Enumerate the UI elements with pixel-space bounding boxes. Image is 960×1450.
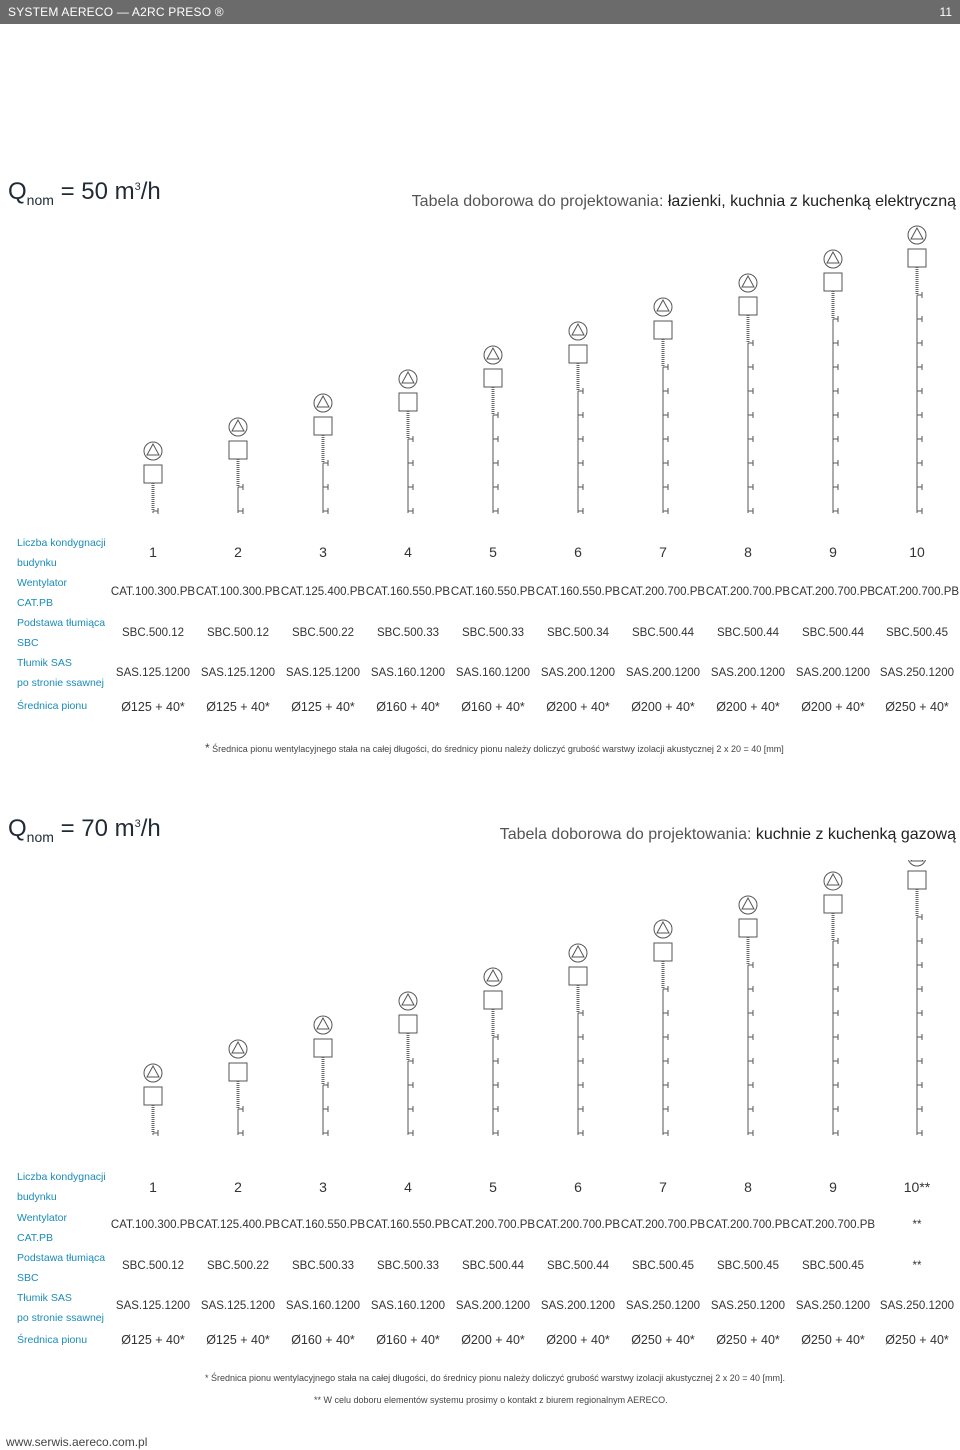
floor-branch: [578, 1106, 583, 1112]
fan-model-cell: CAT.160.550.PB: [365, 586, 451, 598]
floor-branch: [663, 484, 668, 490]
riser-diameter-cell: Ø250 + 40*: [801, 1333, 865, 1347]
floor-branch: [153, 1130, 158, 1136]
riser-diameter-cell: Ø160 + 40*: [461, 700, 525, 714]
row-label-silencer: Tłumik SAS po stronie ssawnej: [17, 657, 104, 689]
silencer-model-cell: SAS.200.1200: [540, 667, 616, 679]
riser-diameter-cell: Ø200 + 40*: [801, 700, 865, 714]
floor-branch: [578, 460, 583, 466]
row-label-diameter: Średnica pionu: [17, 1334, 88, 1346]
floor-branch: [833, 388, 838, 394]
riser-stack: [654, 298, 672, 514]
base-box-icon: [484, 369, 502, 387]
silencer-model-cell: SAS.160.1200: [285, 1300, 361, 1312]
floor-branch: [917, 914, 922, 920]
floor-branch: [493, 1034, 498, 1040]
fan-model-cell: CAT.100.300.PB: [195, 586, 281, 598]
floor-branch: [663, 986, 668, 992]
floor-branch: [917, 508, 922, 514]
floor-branch: [748, 1034, 753, 1040]
qnom-heading: $Q_{nom} = 50$ $m^3/h$: [8, 178, 161, 208]
row-label-base: Podstawa tłumiąca SBC: [17, 1252, 106, 1284]
riser-stack: [144, 1064, 162, 1136]
base-box-icon: [314, 1039, 332, 1057]
base-box-icon: [908, 249, 926, 267]
page-number: 11: [939, 5, 952, 19]
floor-branch: [323, 1106, 328, 1112]
base-model-cell: SBC.500.44: [801, 627, 864, 639]
floor-branch: [323, 460, 328, 466]
fan-model-cell: CAT.125.400.PB: [280, 586, 366, 598]
floor-branch: [493, 436, 498, 442]
floor-count-cell: 9: [829, 544, 837, 560]
floor-branch: [663, 1034, 668, 1040]
qnom-heading: $Q_{nom} = 70$ $m^3/h$: [8, 815, 161, 845]
floor-count-cell: 8: [744, 1179, 752, 1195]
base-model-cell: SBC.500.44: [461, 1260, 524, 1272]
floor-branch: [323, 1130, 328, 1136]
floor-branch: [748, 508, 753, 514]
floor-branch: [578, 1130, 583, 1136]
floor-branch: [748, 484, 753, 490]
floor-branch: [408, 460, 413, 466]
floor-branch: [408, 436, 413, 442]
base-box-icon: [654, 321, 672, 339]
floor-count-cell: 5: [489, 1179, 497, 1195]
base-model-cell: SBC.500.12: [121, 1260, 184, 1272]
base-model-cell: SBC.500.12: [121, 627, 184, 639]
floor-branch: [578, 1058, 583, 1064]
fan-model-cell: CAT.160.550.PB: [450, 586, 536, 598]
base-model-cell: SBC.500.44: [716, 627, 779, 639]
floor-branch: [917, 484, 922, 490]
base-model-cell: SBC.500.22: [206, 1260, 269, 1272]
floor-branch: [748, 412, 753, 418]
base-model-cell: SBC.500.45: [801, 1260, 864, 1272]
floor-branch: [833, 484, 838, 490]
floor-branch: [493, 412, 498, 418]
footnote: ** W celu doboru elementów systemu prosimy o kontakt z biurem regionalnym AERECO.: [314, 1395, 668, 1405]
floor-branch: [833, 460, 838, 466]
fan-model-cell: CAT.200.700.PB: [790, 586, 876, 598]
base-box-icon: [399, 1015, 417, 1033]
floor-branch: [917, 1130, 922, 1136]
floor-branch: [833, 508, 838, 514]
floor-branch: [578, 1034, 583, 1040]
floor-count-cell: 9: [829, 1179, 837, 1195]
floor-branch: [748, 340, 753, 346]
floor-branch: [493, 1082, 498, 1088]
floor-branch: [917, 962, 922, 968]
silencer-model-cell: SAS.125.1200: [200, 667, 276, 679]
fan-triangle-icon: [827, 874, 839, 885]
base-model-cell: SBC.500.44: [546, 1260, 609, 1272]
floor-branch: [748, 986, 753, 992]
floor-count-cell: 2: [234, 544, 242, 560]
riser-stack: [229, 1040, 247, 1136]
fan-triangle-icon: [657, 922, 669, 933]
floor-branch: [833, 436, 838, 442]
floor-branch: [578, 1010, 583, 1016]
riser-stack: [144, 442, 162, 514]
base-box-icon: [399, 393, 417, 411]
riser-diameter-cell: Ø160 + 40*: [376, 1333, 440, 1347]
floor-branch: [833, 316, 838, 322]
base-box-icon: [739, 297, 757, 315]
floor-count-cell: 3: [319, 1179, 327, 1195]
floor-count-cell: 10: [909, 544, 925, 560]
row-label-diameter: Średnica pionu: [17, 700, 88, 712]
base-model-cell: SBC.500.12: [206, 627, 269, 639]
floor-branch: [663, 1130, 668, 1136]
silencer-model-cell: SAS.250.1200: [625, 1300, 701, 1312]
floor-count-cell: 7: [659, 1179, 667, 1195]
row-label-floors: Liczba kondygnacji budynku: [17, 1171, 106, 1203]
silencer-model-cell: SAS.125.1200: [200, 1300, 276, 1312]
riser-stack: [739, 274, 757, 514]
silencer-model-cell: SAS.125.1200: [115, 667, 191, 679]
floor-branch: [663, 388, 668, 394]
floor-branch: [748, 388, 753, 394]
floor-branch: [408, 508, 413, 514]
riser-diameter-cell: Ø200 + 40*: [461, 1333, 525, 1347]
floor-branch: [833, 1010, 838, 1016]
floor-branch: [408, 1106, 413, 1112]
fan-triangle-icon: [572, 324, 584, 335]
floor-branch: [578, 484, 583, 490]
fan-triangle-icon: [827, 252, 839, 263]
fan-triangle-icon: [317, 1018, 329, 1029]
row-label-floors: Liczba kondygnacji budynku: [17, 537, 106, 569]
floor-branch: [408, 1058, 413, 1064]
row-label-silencer: Tłumik SAS po stronie ssawnej: [17, 1292, 104, 1324]
floor-count-cell: 4: [404, 544, 412, 560]
floor-branch: [663, 1106, 668, 1112]
floor-branch: [833, 1034, 838, 1040]
fan-triangle-icon: [232, 1042, 244, 1053]
base-box-icon: [569, 967, 587, 985]
floor-branch: [663, 508, 668, 514]
floor-branch: [917, 938, 922, 944]
silencer-model-cell: SAS.160.1200: [370, 667, 446, 679]
floor-branch: [748, 1010, 753, 1016]
fan-model-cell: CAT.200.700.PB: [535, 1219, 621, 1231]
floor-branch: [748, 1106, 753, 1112]
floor-branch: [578, 1082, 583, 1088]
floor-branch: [833, 986, 838, 992]
fan-model-cell: CAT.200.700.PB: [705, 1219, 791, 1231]
footer-website: www.serwis.aereco.com.pl: [6, 1435, 148, 1449]
fan-model-cell: CAT.200.700.PB: [874, 586, 960, 598]
base-model-cell: SBC.500.33: [461, 627, 524, 639]
base-model-cell: SBC.500.33: [376, 1260, 439, 1272]
base-box-icon: [484, 991, 502, 1009]
floor-count-cell: 6: [574, 1179, 582, 1195]
riser-stack: [824, 872, 842, 1136]
floor-count-cell: 2: [234, 1179, 242, 1195]
riser-diameter-cell: Ø200 + 40*: [631, 700, 695, 714]
riser-stack: [314, 394, 332, 514]
floor-branch: [323, 508, 328, 514]
riser-stack: [908, 226, 926, 514]
fan-model-cell: CAT.100.300.PB: [110, 1219, 196, 1231]
fan-model-cell: CAT.200.700.PB: [705, 586, 791, 598]
fan-triangle-icon: [911, 228, 923, 239]
silencer-model-cell: SAS.125.1200: [285, 667, 361, 679]
floor-branch: [153, 508, 158, 514]
silencer-model-cell: SAS.250.1200: [795, 1300, 871, 1312]
riser-diameter-cell: Ø200 + 40*: [546, 700, 610, 714]
riser-diameter-cell: Ø125 + 40*: [206, 1333, 270, 1347]
floor-branch: [238, 484, 243, 490]
floor-branch: [833, 412, 838, 418]
floor-branch: [578, 388, 583, 394]
silencer-model-cell: SAS.250.1200: [879, 667, 955, 679]
floor-branch: [238, 508, 243, 514]
fan-triangle-icon: [317, 396, 329, 407]
riser-stack: [569, 322, 587, 514]
floor-branch: [917, 1010, 922, 1016]
floor-branch: [917, 316, 922, 322]
floor-branch: [833, 1106, 838, 1112]
row-label-fan: Wentylator CAT.PB: [17, 577, 67, 609]
floor-count-cell: 6: [574, 544, 582, 560]
floor-branch: [663, 1058, 668, 1064]
base-box-icon: [144, 465, 162, 483]
base-model-cell: SBC.500.45: [885, 627, 948, 639]
riser-stack: [569, 944, 587, 1136]
floor-branch: [917, 1082, 922, 1088]
floor-branch: [663, 412, 668, 418]
floor-branch: [238, 1106, 243, 1112]
floor-branch: [578, 412, 583, 418]
floor-branch: [833, 1058, 838, 1064]
fan-triangle-icon: [147, 444, 159, 455]
fan-triangle-icon: [147, 1066, 159, 1077]
fan-triangle-icon: [487, 348, 499, 359]
riser-stack: [908, 860, 926, 1136]
floor-branch: [493, 1130, 498, 1136]
floor-branch: [408, 484, 413, 490]
fan-model-cell: CAT.200.700.PB: [620, 586, 706, 598]
base-model-cell: SBC.500.45: [716, 1260, 779, 1272]
floor-branch: [833, 1130, 838, 1136]
riser-diameter-cell: Ø160 + 40*: [376, 700, 440, 714]
floor-branch: [748, 1130, 753, 1136]
riser-diameter-cell: Ø160 + 40*: [291, 1333, 355, 1347]
silencer-model-cell: SAS.160.1200: [370, 1300, 446, 1312]
footnote: * Średnica pionu wentylacyjnego stała na całej długości, do średnicy pionu należy doliczyć grubość warstwy izolacji akustycznej 2 x 20 = 40 [mm]: [205, 741, 784, 755]
riser-diameter-cell: Ø250 + 40*: [631, 1333, 695, 1347]
floor-branch: [408, 1082, 413, 1088]
fan-triangle-icon: [402, 994, 414, 1005]
table-title: Tabela doborowa do projektowania: łazienki, kuchnia z kuchenką elektryczną: [411, 193, 956, 210]
riser-diagram: [0, 860, 960, 1150]
base-box-icon: [824, 273, 842, 291]
floor-branch: [493, 1058, 498, 1064]
floor-branch: [917, 364, 922, 370]
floor-branch: [833, 340, 838, 346]
riser-stack: [654, 920, 672, 1136]
fan-triangle-icon: [232, 420, 244, 431]
floor-count-cell: 7: [659, 544, 667, 560]
silencer-model-cell: SAS.200.1200: [540, 1300, 616, 1312]
floor-branch: [493, 460, 498, 466]
fan-model-cell: CAT.100.300.PB: [110, 586, 196, 598]
floor-branch: [663, 1010, 668, 1016]
fan-triangle-icon: [742, 276, 754, 287]
row-label-fan: Wentylator CAT.PB: [17, 1212, 67, 1244]
base-box-icon: [654, 943, 672, 961]
fan-model-cell: CAT.160.550.PB: [280, 1219, 366, 1231]
base-model-cell: SBC.500.44: [631, 627, 694, 639]
silencer-model-cell: SAS.200.1200: [710, 667, 786, 679]
riser-diameter-cell: Ø200 + 40*: [716, 700, 780, 714]
riser-diameter-cell: Ø125 + 40*: [206, 700, 270, 714]
floor-count-cell: 1: [149, 544, 157, 560]
floor-branch: [748, 1058, 753, 1064]
riser-stack: [399, 992, 417, 1136]
header-brand: SYSTEM AERECO — A2RC PRESO ®: [8, 5, 224, 19]
fan-model-cell: CAT.160.550.PB: [365, 1219, 451, 1231]
base-model-cell: **: [912, 1260, 922, 1272]
floor-branch: [748, 1082, 753, 1088]
fan-model-cell: CAT.200.700.PB: [450, 1219, 536, 1231]
riser-diameter-cell: Ø125 + 40*: [121, 1333, 185, 1347]
floor-branch: [493, 1106, 498, 1112]
floor-count-cell: 1: [149, 1179, 157, 1195]
riser-diameter-cell: Ø125 + 40*: [291, 700, 355, 714]
silencer-model-cell: SAS.125.1200: [115, 1300, 191, 1312]
floor-branch: [917, 292, 922, 298]
base-box-icon: [314, 417, 332, 435]
base-box-icon: [229, 441, 247, 459]
silencer-model-cell: SAS.160.1200: [455, 667, 531, 679]
riser-stack: [484, 346, 502, 514]
floor-branch: [917, 986, 922, 992]
floor-branch: [748, 460, 753, 466]
fan-triangle-icon: [402, 372, 414, 383]
floor-branch: [917, 436, 922, 442]
floor-branch: [917, 340, 922, 346]
floor-branch: [917, 1106, 922, 1112]
silencer-model-cell: SAS.200.1200: [625, 667, 701, 679]
base-box-icon: [908, 871, 926, 889]
silencer-model-cell: SAS.250.1200: [710, 1300, 786, 1312]
floor-branch: [833, 962, 838, 968]
base-model-cell: SBC.500.33: [376, 627, 439, 639]
floor-branch: [663, 436, 668, 442]
floor-branch: [833, 364, 838, 370]
floor-count-cell: 10**: [903, 1179, 931, 1195]
riser-stack: [739, 896, 757, 1136]
base-box-icon: [144, 1087, 162, 1105]
riser-diameter-cell: Ø250 + 40*: [885, 1333, 949, 1347]
page-header: [0, 0, 960, 24]
riser-stack: [314, 1016, 332, 1136]
fan-model-cell: CAT.200.700.PB: [620, 1219, 706, 1231]
fan-triangle-icon: [911, 860, 923, 861]
floor-branch: [917, 412, 922, 418]
fan-model-cell: CAT.125.400.PB: [195, 1219, 281, 1231]
floor-branch: [748, 364, 753, 370]
floor-branch: [917, 460, 922, 466]
floor-count-cell: 3: [319, 544, 327, 560]
floor-branch: [578, 508, 583, 514]
riser-diagram: [0, 225, 960, 525]
floor-branch: [408, 1130, 413, 1136]
floor-branch: [917, 388, 922, 394]
floor-branch: [663, 1082, 668, 1088]
floor-branch: [323, 1082, 328, 1088]
base-box-icon: [229, 1063, 247, 1081]
riser-stack: [484, 968, 502, 1136]
floor-branch: [493, 484, 498, 490]
riser-diameter-cell: Ø125 + 40*: [121, 700, 185, 714]
floor-branch: [917, 1034, 922, 1040]
base-box-icon: [739, 919, 757, 937]
floor-branch: [578, 436, 583, 442]
riser-diameter-cell: Ø250 + 40*: [885, 700, 949, 714]
floor-branch: [493, 508, 498, 514]
fan-triangle-icon: [572, 946, 584, 957]
floor-branch: [238, 1130, 243, 1136]
base-model-cell: SBC.500.33: [291, 1260, 354, 1272]
riser-stack: [824, 250, 842, 514]
silencer-model-cell: SAS.200.1200: [795, 667, 871, 679]
row-label-base: Podstawa tłumiąca SBC: [17, 617, 106, 649]
floor-count-cell: 4: [404, 1179, 412, 1195]
silencer-model-cell: SAS.250.1200: [879, 1300, 955, 1312]
fan-model-cell: **: [912, 1219, 922, 1231]
fan-triangle-icon: [657, 300, 669, 311]
floor-branch: [663, 364, 668, 370]
floor-branch: [663, 460, 668, 466]
fan-model-cell: CAT.200.700.PB: [790, 1219, 876, 1231]
base-model-cell: SBC.500.22: [291, 627, 354, 639]
floor-count-cell: 5: [489, 544, 497, 560]
base-box-icon: [569, 345, 587, 363]
fan-triangle-icon: [742, 898, 754, 909]
floor-branch: [917, 1058, 922, 1064]
riser-stack: [229, 418, 247, 514]
footnote: * Średnica pionu wentylacyjnego stała na całej długości, do średnicy pionu należy doliczyć grubość warstwy izolacji akustycznej 2 x 20 = 40 [mm].: [205, 1373, 786, 1383]
base-model-cell: SBC.500.45: [631, 1260, 694, 1272]
floor-branch: [748, 436, 753, 442]
fan-model-cell: CAT.160.550.PB: [535, 586, 621, 598]
base-box-icon: [824, 895, 842, 913]
floor-branch: [833, 938, 838, 944]
floor-branch: [748, 962, 753, 968]
base-model-cell: SBC.500.34: [546, 627, 609, 639]
floor-branch: [833, 1082, 838, 1088]
riser-diameter-cell: Ø200 + 40*: [546, 1333, 610, 1347]
riser-diameter-cell: Ø250 + 40*: [716, 1333, 780, 1347]
riser-stack: [399, 370, 417, 514]
table-title: Tabela doborowa do projektowania: kuchnie z kuchenką gazową: [499, 826, 956, 843]
fan-triangle-icon: [487, 970, 499, 981]
floor-branch: [323, 484, 328, 490]
floor-count-cell: 8: [744, 544, 752, 560]
silencer-model-cell: SAS.200.1200: [455, 1300, 531, 1312]
